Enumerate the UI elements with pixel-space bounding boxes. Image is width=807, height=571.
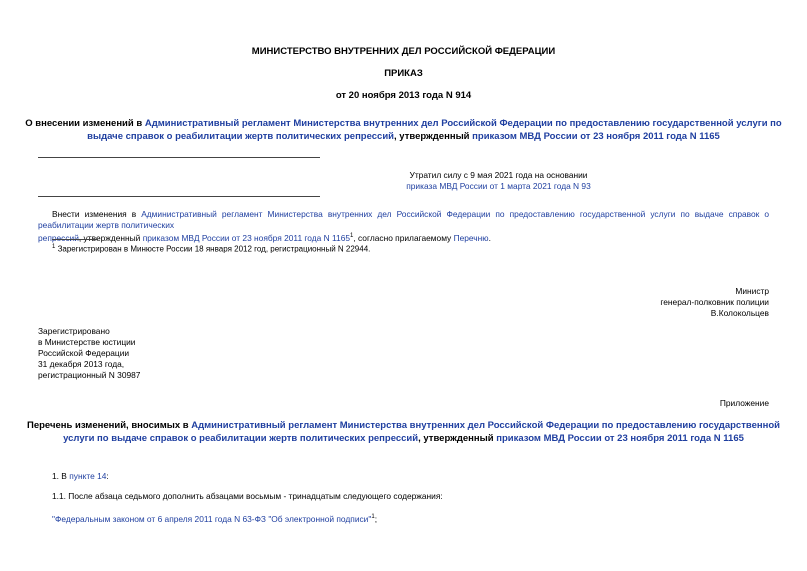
- title-middle: , утвержденный: [394, 131, 473, 142]
- separator-line: [38, 196, 320, 197]
- body-order-link[interactable]: приказом МВД России от 23 ноября 2011 года N 1165: [142, 232, 351, 243]
- registration-line: Зарегистрировано: [38, 326, 110, 336]
- quote-line: [52, 512, 377, 525]
- quote-footnote-ref[interactable]: 1: [371, 514, 375, 520]
- footnote: [52, 242, 370, 255]
- status-note-line: Утратил силу с 9 мая 2021 года на основании: [409, 170, 588, 180]
- list-item-1-1: 1.1. После абзаца седьмого дополнить абзацами восьмым - тринадцатым следующего содержания:: [52, 491, 443, 501]
- appendix-label: Приложение: [719, 398, 769, 408]
- appendix-regulation-link[interactable]: Административный регламент Министерства внутренних дел Российской Федерации по предоставлению государственной: [191, 420, 780, 431]
- body-end: .: [488, 232, 491, 243]
- registration-number: регистрационный N 30987: [38, 370, 141, 380]
- document-type: ПРИКАЗ: [384, 68, 423, 79]
- quote-end: ;: [374, 513, 378, 524]
- clause-14-link[interactable]: пункте 14: [69, 471, 107, 481]
- footnote-text: Зарегистрирован в Минюсте России 18 января 2012 год, регистрационный N 22944.: [55, 244, 371, 254]
- ministry-title: МИНИСТЕРСТВО ВНУТРЕННИХ ДЕЛ РОССИЙСКОЙ ФЕДЕРАЦИИ: [251, 46, 556, 57]
- document-title: [0, 117, 807, 143]
- e-signature-law-link[interactable]: "Федеральным законом от 6 апреля 2011 года N 63-ФЗ "Об электронной подписи": [52, 513, 372, 524]
- registration-date: 31 декабря 2013 года,: [38, 359, 125, 369]
- status-note: [0, 170, 807, 192]
- footnote-ref[interactable]: 1: [350, 233, 354, 239]
- body-regulation-link[interactable]: Административный регламент Министерства внутренних дел Российской Федерации по предоставлению государственной услуги по выдаче справок о реабилитации жертв политических: [38, 209, 770, 230]
- item1-prefix: 1. В: [52, 471, 70, 481]
- appendix-order-link[interactable]: приказом МВД России от 23 ноября 2011 года N 1165: [496, 433, 744, 444]
- signature-name: В.Колокольцев: [710, 308, 769, 318]
- title-regulation-link[interactable]: Административный регламент Министерства внутренних дел Российской Федерации по предоставлению государственной услуги по: [144, 118, 782, 129]
- footnote-mark: 1: [52, 244, 56, 250]
- registration-line: Российской Федерации: [38, 348, 130, 358]
- list-item-1: [52, 471, 109, 482]
- body-regulation-link-cont[interactable]: репрессий: [38, 232, 79, 243]
- body-paragraph: [38, 209, 769, 244]
- signature-position: Министр: [735, 286, 769, 296]
- document-date: от 20 ноября 2013 года N 914: [335, 90, 472, 101]
- signature-rank: генерал-полковник полиции: [660, 297, 769, 307]
- registration-line: в Министерстве юстиции: [38, 337, 136, 347]
- separator-line: [38, 157, 320, 158]
- registration-block: [38, 326, 140, 381]
- body-middle: , утвержденный: [78, 232, 143, 243]
- repeal-order-link[interactable]: приказа МВД России от 1 марта 2021 года N 93: [406, 181, 591, 191]
- title-regulation-link-cont[interactable]: выдаче справок о реабилитации жертв политических репрессий: [87, 131, 395, 142]
- footnote-separator: [52, 239, 98, 240]
- signature-block: [660, 286, 769, 319]
- appendix-title-middle: , утвержденный: [418, 433, 497, 444]
- appendix-title-prefix: Перечень изменений, вносимых в: [27, 420, 192, 431]
- title-prefix: О внесении изменений в: [25, 118, 145, 129]
- body-prefix: Внести изменения в: [52, 209, 142, 219]
- title-order-link[interactable]: приказом МВД России от 23 ноября 2011 года N 1165: [472, 131, 720, 142]
- appendix-title: [0, 419, 807, 445]
- list-link[interactable]: Перечню: [453, 232, 489, 243]
- appendix-regulation-link-cont[interactable]: услуги по выдаче справок о реабилитации жертв политических репрессий: [63, 433, 419, 444]
- item1-suffix: :: [106, 471, 109, 481]
- body-suffix: , согласно прилагаемому: [353, 232, 454, 243]
